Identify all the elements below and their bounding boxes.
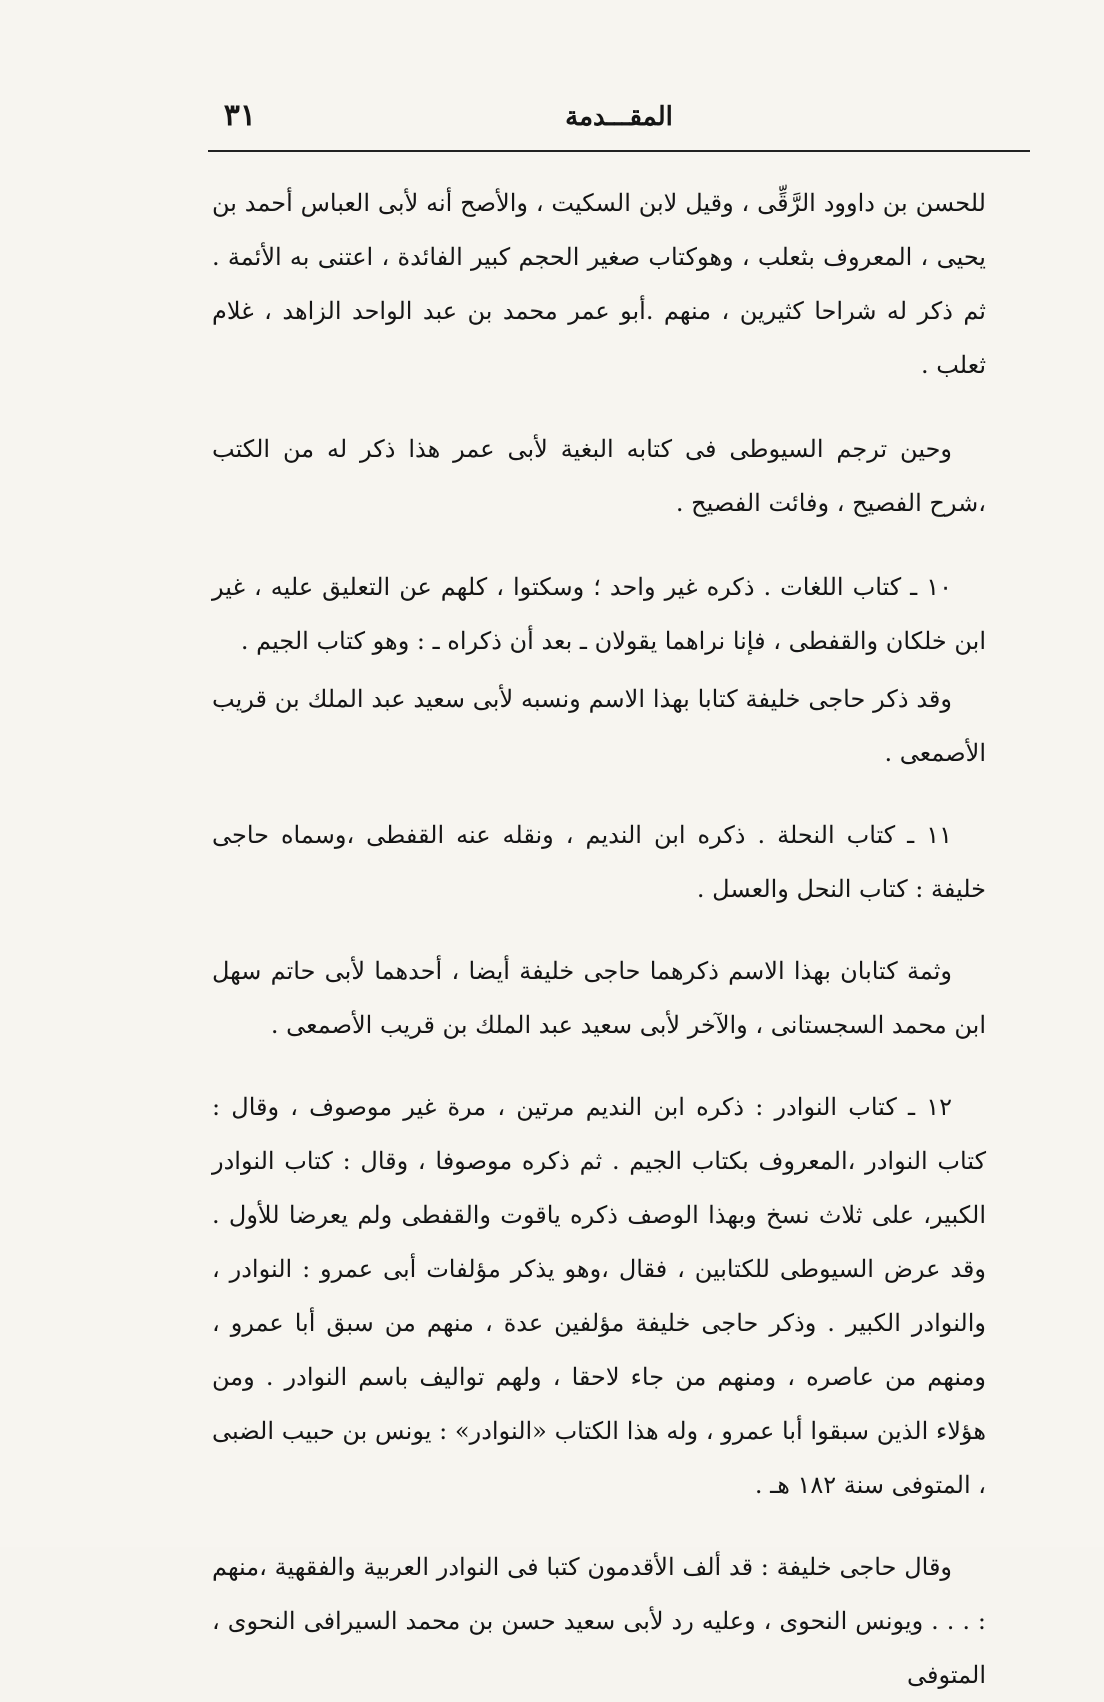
paragraph-5: ١١ ـ كتاب النحلة . ذكره ابن النديم ، ونقله عنه القفطى ،وسماه حاجى خليفة : كتاب النحل والعسل . [212, 821, 986, 903]
page-number: ٣١ [223, 98, 256, 133]
paragraph-3: ١٠ ـ كتاب اللغات . ذكره غير واحد ؛ وسكتوا ، كلهم عن التعليق عليه ، غير ابن خلكان والقفطى ، فإنا نراهما يقولان ـ بعد أن ذكراه ـ : وهو كتاب الجيم . [212, 573, 986, 655]
running-title: المقـــدمة [565, 102, 673, 132]
header-divider [208, 150, 1030, 152]
paragraph-2: وحين ترجم السيوطى فى كتابه البغية لأبى عمر هذا ذكر له من الكتب ،شرح الفصيح ، وفائت الفصيح . [212, 435, 986, 517]
paragraph-8: وقال حاجى خليفة : قد ألف الأقدمون كتبا فى النوادر العربية والفقهية ،منهم : . . . ويونس النحوى ، وعليه رد لأبى سعيد حسن بن محمد السيرافى النحوى ، المتوفى [212, 1553, 986, 1689]
paragraph-4: وقد ذكر حاجى خليفة كتابا بهذا الاسم ونسبه لأبى سعيد عبد الملك بن قريب الأصمعى . [212, 685, 986, 767]
page-header [210, 98, 1028, 144]
paragraph-7: ١٢ ـ كتاب النوادر : ذكره ابن النديم مرتين ، مرة غير موصوف ، وقال : كتاب النوادر ،المعروف بكتاب الجيم . ثم ذكره موصوفا ، وقال : كتاب النوادر الكبير، على ثلاث نسخ وبهذا الوصف ذكره ياقوت والقفطى ولم يعرضا للأول . وقد عرض السيوطى للكتابين ، فقال ،وهو يذكر مؤلفات أبى عمرو : النوادر ، والنوادر الكبير . وذكر حاجى خليفة مؤلفين عدة ، منهم من سبق أبا عمرو ، ومنهم من عاصره ، ومنهم من جاء لاحقا ، ولهم تواليف باسم النوادر . ومن هؤلاء الذين سبقوا أبا عمرو ، وله هذا الكتاب «النوادر» : يونس بن حبيب الضبى ، المتوفى سنة ١٨٢ هـ . [212, 1093, 987, 1499]
paragraph-6: وثمة كتابان بهذا الاسم ذكرهما حاجى خليفة أيضا ، أحدهما لأبى حاتم سهل ابن محمد السجستانى ، والآخر لأبى سعيد عبد الملك بن قريب الأصمعى . [212, 957, 986, 1039]
body-text [212, 176, 986, 1702]
paragraph-1: للحسن بن داوود الرَّقِّى ، وقيل لابن السكيت ، والأصح أنه لأبى العباس أحمد بن يحيى ، المعروف بثعلب ، وهوكتاب صغير الحجم كبير الفائدة ، اعتنى به الأئمة . ثم ذكر له شراحا كثيرين ، منهم .أبو عمر محمد بن عبد الواحد الزاهد ، غلام ثعلب . [212, 189, 986, 379]
